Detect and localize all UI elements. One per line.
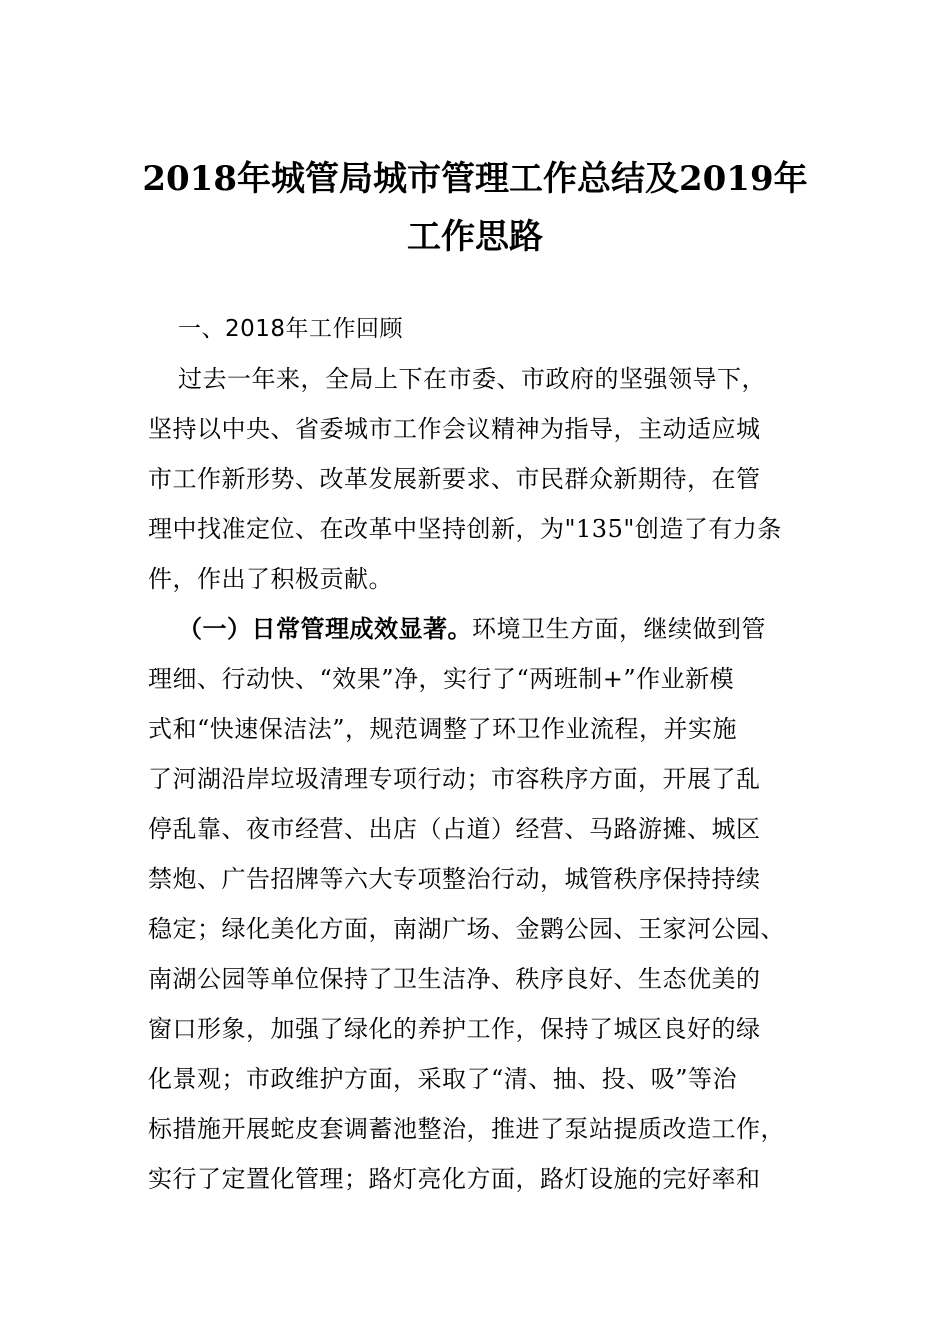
paragraph-line: 化景观；市政维护方面，采取了“清、抽、投、吸”等治	[148, 1065, 738, 1093]
section-heading-review: 一、2018年工作回顾	[178, 316, 404, 342]
paragraph-line: 过去一年来，全局上下在市委、市政府的坚强领导下，	[178, 365, 766, 393]
paragraph-line: 理细、行动快、“效果”净，实行了“两班制+”作业新模	[148, 665, 735, 693]
paragraph-line: 南湖公园等单位保持了卫生洁净、秩序良好、生态优美的	[148, 965, 761, 993]
document-title	[120, 150, 830, 266]
paragraph-line: 实行了定置化管理；路灯亮化方面，路灯设施的完好率和	[148, 1165, 761, 1193]
paragraph-line: 稳定；绿化美化方面，南湖广场、金鹮公园、王家河公园、	[148, 915, 785, 943]
subsection-heading-daily-management: （一）日常管理成效显著。	[178, 614, 472, 643]
paragraph-line: 了河湖沿岸垃圾清理专项行动；市容秩序方面，开展了乱	[148, 765, 761, 793]
paragraph-line: 式和“快速保洁法”，规范调整了环卫作业流程，并实施	[148, 715, 738, 743]
paragraph-line: 坚持以中央、省委城市工作会议精神为指导，主动适应城	[148, 415, 761, 443]
paragraph-line: 窗口形象，加强了绿化的养护工作，保持了城区良好的绿	[148, 1015, 761, 1043]
paragraph-line: 标措施开展蛇皮套调蓄池整治，推进了泵站提质改造工作，	[148, 1115, 785, 1143]
paragraph-first-line	[148, 604, 808, 654]
paragraph-line: 理中找准定位、在改革中坚持创新，为"135"创造了有力条	[148, 515, 782, 543]
paragraph-line: 禁炮、广告招牌等六大专项整治行动，城管秩序保持持续	[148, 865, 761, 893]
title-line-1: 2018年城管局城市管理工作总结及2019年	[142, 159, 808, 199]
document-body	[148, 304, 808, 1204]
paragraph-line-rest: 环境卫生方面，继续做到管	[472, 615, 766, 643]
paragraph-line: 停乱靠、夜市经营、出店（占道）经营、马路游摊、城区	[148, 815, 761, 843]
paragraph-line: 件，作出了积极贡献。	[148, 565, 393, 593]
title-line-2: 工作思路	[407, 217, 543, 257]
paragraph-line: 市工作新形势、改革发展新要求、市民群众新期待，在管	[148, 465, 761, 493]
